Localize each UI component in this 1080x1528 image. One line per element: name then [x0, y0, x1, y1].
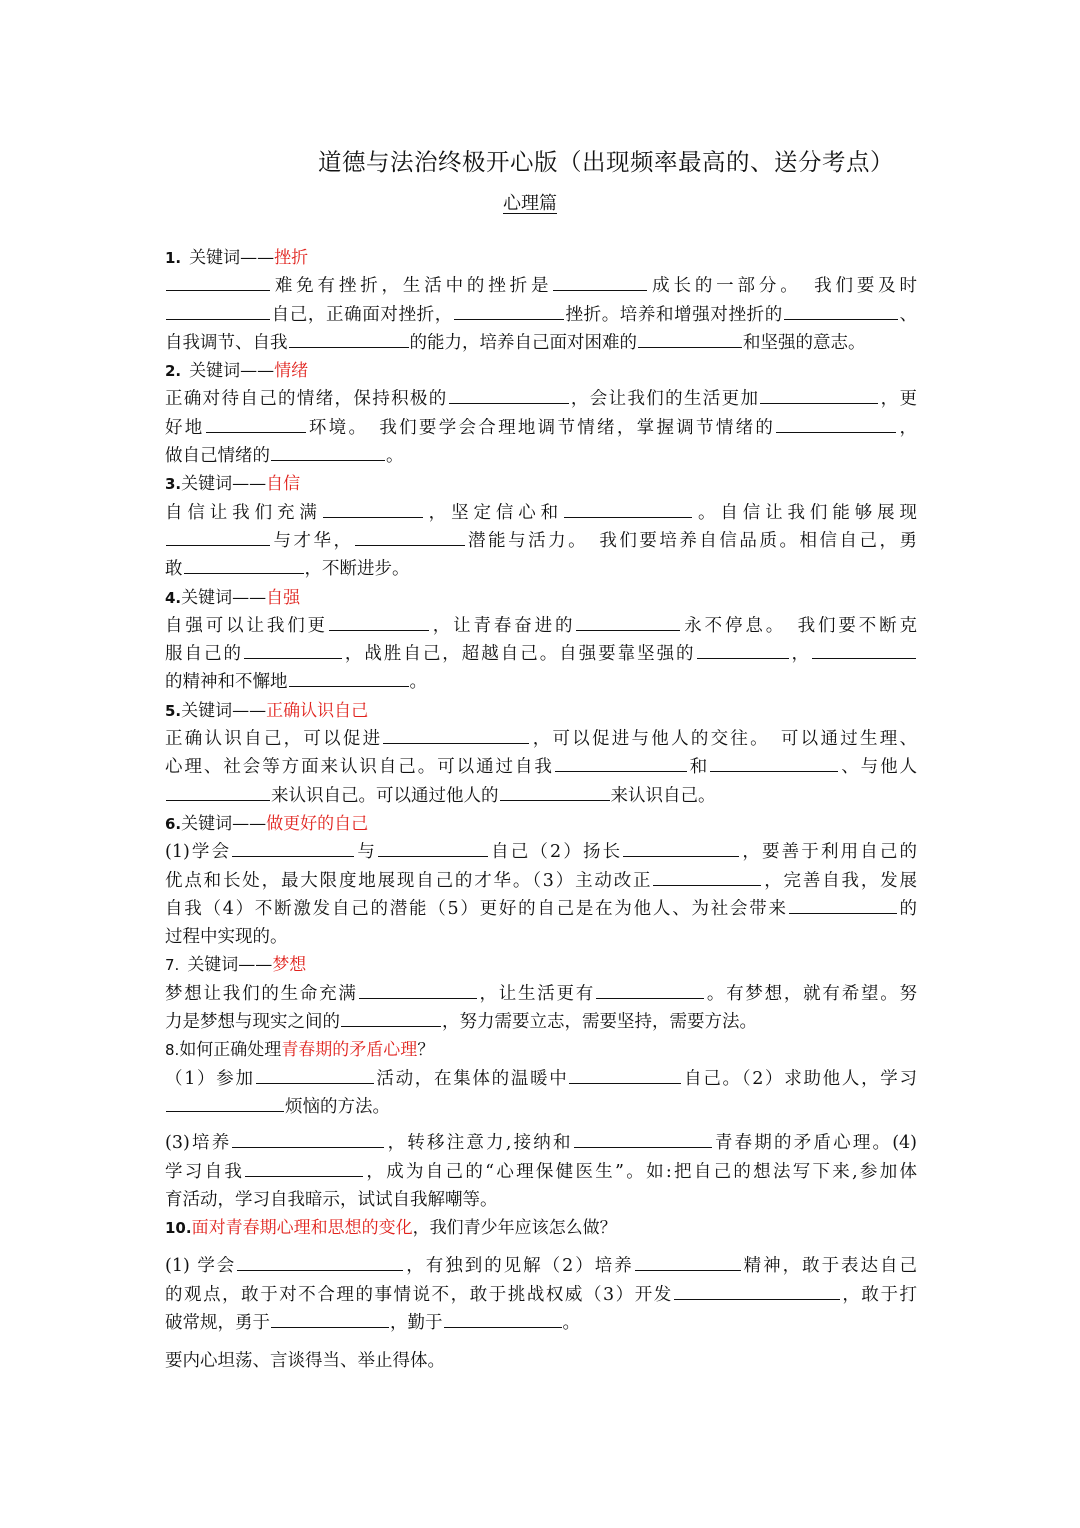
blank	[635, 1252, 741, 1271]
keyword: 正确认识自己	[266, 700, 369, 721]
blank	[444, 1309, 562, 1328]
section-heading: 7. 关键词——梦想	[165, 955, 307, 976]
keyword: 自信	[266, 474, 301, 495]
blank	[271, 442, 385, 461]
keyword: 做更好的自己	[266, 813, 369, 834]
text-line: 自强可以让我们更 ，让青春奋进的 永不停息。 我们要不断克	[165, 612, 917, 640]
text-line: 难免有挫折，生活中的挫折是 成长的一部分。 我们要及时	[165, 272, 917, 300]
blank	[697, 640, 789, 659]
blank	[166, 782, 270, 801]
text-line: (3)培养 ，转移注意力,接纳和 青春期的矛盾心理。(4)	[165, 1129, 917, 1157]
blank	[245, 1158, 363, 1177]
section-heading: 8.如何正确处理青春期的矛盾心理？	[165, 1040, 435, 1061]
text-line: 做自己情绪的 。	[165, 442, 917, 470]
keyword: 青春期的矛盾心理	[281, 1040, 418, 1061]
text-line: 优点和长处，最大限度地展现自己的才华。（3）主动改正 ，完善自我，发展	[165, 867, 917, 895]
blank	[449, 385, 569, 404]
blank	[789, 895, 897, 914]
blank	[329, 612, 429, 631]
page-title: 道德与法治终极开心版（出现频率最高的、送分考点）	[318, 148, 894, 176]
text-line: 的精神和不懈地 。	[165, 668, 917, 696]
section-heading: 6.关键词——做更好的自己	[165, 813, 369, 834]
blank	[776, 414, 896, 433]
blank	[574, 1129, 712, 1148]
blank	[355, 527, 465, 546]
text-line: 自己，正确面对挫折， 挫折。培养和增强对挫折的 、	[165, 301, 917, 329]
keyword: 梦想	[272, 955, 307, 976]
text-line: 破常规，勇于 ，勤于 。	[165, 1309, 917, 1337]
blank	[564, 499, 692, 518]
blank	[553, 272, 647, 291]
blank	[555, 753, 687, 772]
text-line: 与才华， 潜能与活力。 我们要培养自信品质。相信自己，勇	[165, 527, 917, 555]
blank	[359, 980, 477, 999]
blank	[569, 1065, 681, 1084]
text-line: 来认识自己。可以通过他人的 来认识自己。	[165, 782, 917, 810]
blank	[237, 1252, 403, 1271]
text-line: 自我调节、自我 的能力，培养自己面对困难的 和坚强的意志。	[165, 329, 917, 357]
text-line: 服自己的 ，战胜自己，超越自己。自强要靠坚强的 ，	[165, 640, 917, 668]
blank	[232, 1129, 384, 1148]
text-line: 心理、社会等方面来认识自己。可以通过自我 和 、与他人	[165, 753, 917, 781]
text-line: 梦想让我们的生命充满 ，让生活更有 。有梦想，就有希望。努	[165, 980, 917, 1008]
blank	[784, 301, 898, 320]
text-line: (1) 学会 ，有独到的见解（2）培养 精神，敢于表达自己	[165, 1252, 917, 1280]
text-line: 自信让我们充满 ，坚定信心和 。自信让我们能够展现	[165, 499, 917, 527]
keyword: 挫折	[274, 248, 309, 268]
blank	[623, 838, 739, 857]
blank	[256, 1065, 374, 1084]
text-line: 学习自我 ，成为自己的“心理保健医生”。如:把自己的想法写下来,参加体	[165, 1158, 917, 1186]
section-heading: 4.关键词——自强	[165, 587, 301, 608]
blank	[653, 867, 761, 886]
text-line: 好地 环境。 我们要学会合理地调节情绪，掌握调节情绪的 ，	[165, 414, 917, 442]
section-heading: 10.面对青春期心理和思想的变化，我们青少年应该怎么做？	[165, 1218, 617, 1239]
text-line: 正确认识自己，可以促进 ，可以促进与他人的交往。 可以通过生理、	[165, 725, 917, 753]
blank	[638, 329, 742, 348]
blank	[323, 499, 423, 518]
text-line: 自我（4）不断激发自己的潜能（5）更好的自己是在为他人、为社会带来 的	[165, 895, 917, 923]
blank	[184, 555, 304, 574]
section-heading: 1. 关键词——挫折	[165, 248, 309, 268]
closing-text: 要内心坦荡、言谈得当、举止得体。	[165, 1351, 445, 1372]
blank	[674, 1281, 840, 1300]
text-line: 正确对待自己的情绪，保持积极的 ，会让我们的生活更加 ，更	[165, 385, 917, 413]
blank	[500, 782, 610, 801]
text-line: 敢 ，不断进步。	[165, 555, 917, 583]
document-body	[165, 244, 917, 1376]
blank	[341, 1008, 441, 1027]
blank	[378, 838, 488, 857]
text-line: （1）参加 活动，在集体的温暖中 自己。（2）求助他人，学习	[165, 1065, 917, 1093]
section-heading: 3.关键词——自信	[165, 474, 301, 495]
blank	[596, 980, 704, 999]
section-heading: 2. 关键词——情绪	[165, 361, 309, 382]
keyword: 面对青春期心理和思想的变化	[191, 1218, 413, 1239]
section-heading: 5.关键词——正确认识自己	[165, 700, 369, 721]
blank	[232, 838, 354, 857]
text-line: 力是梦想与现实之间的 ，努力需要立志，需要坚持，需要方法。	[165, 1008, 917, 1036]
blank	[454, 301, 564, 320]
blank	[166, 272, 270, 291]
blank	[271, 1309, 389, 1328]
page-subtitle: 心理篇	[503, 193, 557, 214]
blank	[710, 753, 838, 772]
keyword: 自强	[266, 587, 301, 608]
blank	[166, 527, 270, 546]
text-line: (1)学会 与 自己（2）扬长 ，要善于利用自己的	[165, 838, 917, 866]
blank	[383, 725, 529, 744]
blank	[812, 640, 916, 659]
blank	[289, 668, 409, 687]
keyword: 情绪	[274, 361, 309, 382]
text-line: 的观点，敢于对不合理的事情说不，敢于挑战权威（3）开发 ，敢于打	[165, 1281, 917, 1309]
blank	[244, 640, 342, 659]
text-line: 过程中实现的。	[165, 927, 288, 948]
text-line: 烦恼的方法。	[165, 1093, 917, 1121]
text-line: 育活动，学习自我暗示，试试自我解嘲等。	[165, 1189, 498, 1210]
blank	[576, 612, 680, 631]
blank	[289, 329, 409, 348]
blank	[206, 414, 306, 433]
blank	[166, 301, 270, 320]
blank	[166, 1093, 284, 1112]
blank	[760, 385, 878, 404]
